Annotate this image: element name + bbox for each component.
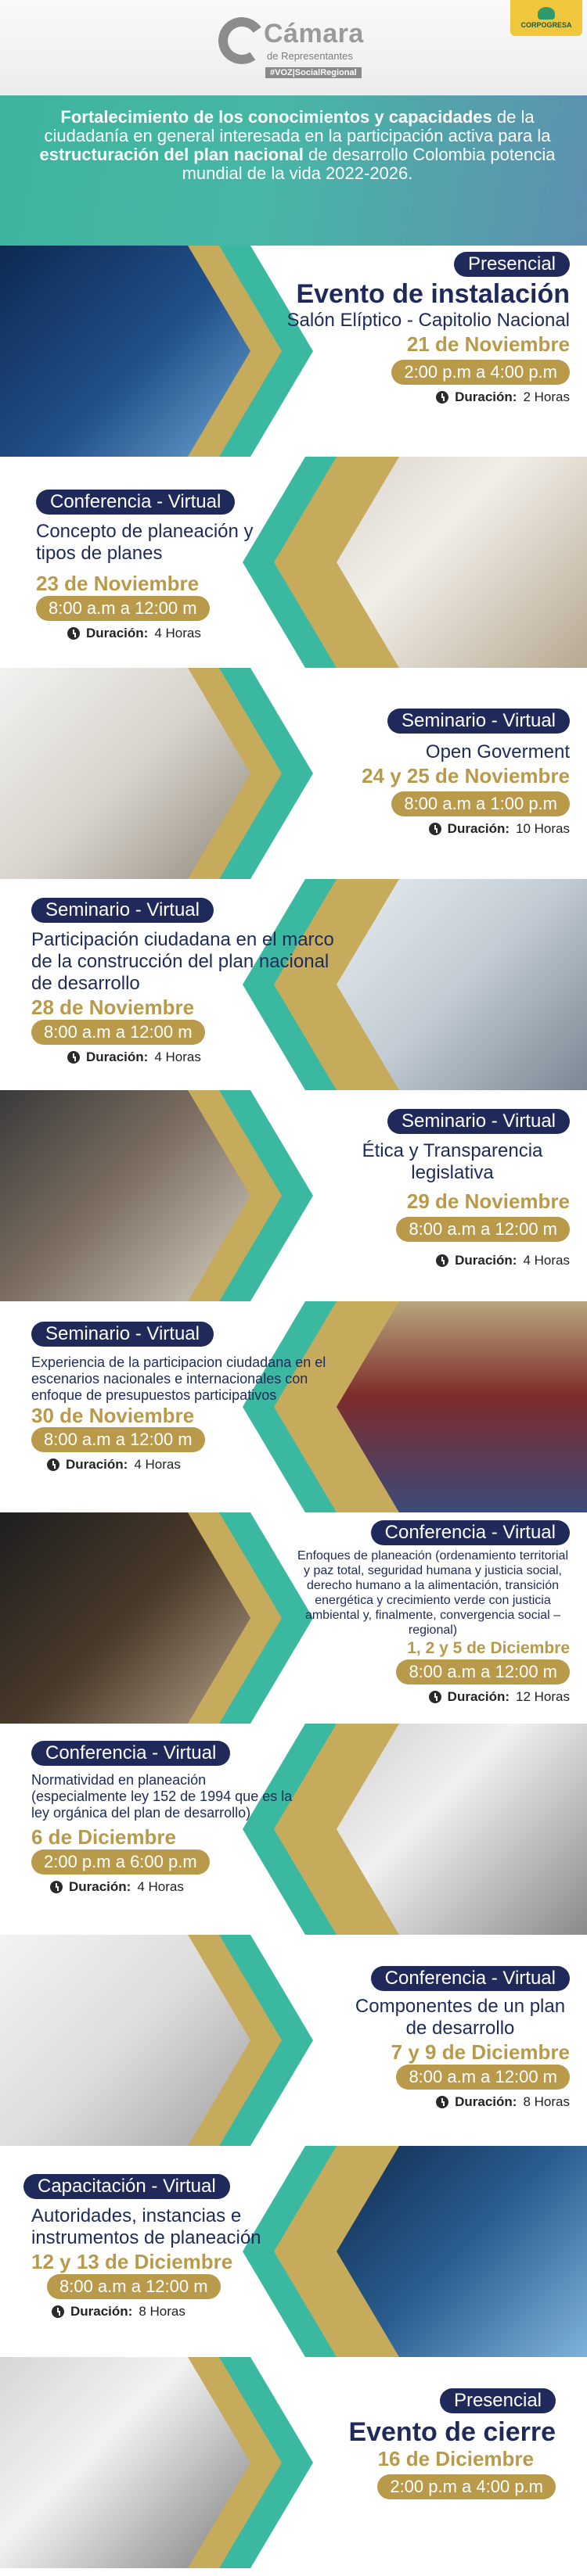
event-modality-badge: Presencial xyxy=(440,2388,556,2413)
event-date: 6 de Diciembre xyxy=(31,1825,176,1849)
event-info xyxy=(31,898,352,1065)
event-description: Enfoques de planeación (ordenamiento territorial y paz total, seguridad humana y justicia social, derecho humano a la alimentación, transición energética y crecimiento verde con justicia ambiental y, finalmente, convergencia social – regional) xyxy=(297,1549,568,1637)
sponsor-icon xyxy=(538,7,555,20)
duration-label: Duración: xyxy=(70,2304,133,2319)
event-date: 29 de Noviembre xyxy=(406,1189,570,1213)
event-info xyxy=(31,1322,344,1473)
banner-title xyxy=(23,108,571,183)
event-date: 7 y 9 de Diciembre xyxy=(391,2040,570,2064)
event-modality-badge: Presencial xyxy=(454,252,570,277)
duration-value: 8 Horas xyxy=(523,2094,570,2109)
clock-icon xyxy=(67,627,80,640)
event-open-government xyxy=(0,668,587,879)
clock-icon xyxy=(436,391,448,404)
brand-subtitle: de Representantes xyxy=(267,50,353,62)
event-ethics-transparency xyxy=(0,1090,587,1301)
event-closing xyxy=(0,2357,587,2568)
duration-label: Duración: xyxy=(447,821,510,836)
event-date: 23 de Noviembre xyxy=(36,572,200,595)
event-time: 8:00 a.m a 12:00 m xyxy=(31,1020,205,1045)
event-date: 16 de Diciembre xyxy=(377,2447,534,2470)
event-description: Normatividad en planeación (especialmente ley 152 de 1994 que es la ley orgánica del plan de desarrollo) xyxy=(31,1772,293,1821)
banner-title-text-1: de la ciudadanía en general interesada en la participación activa para la xyxy=(44,107,551,145)
event-info xyxy=(36,490,302,641)
clock-icon xyxy=(429,1691,441,1703)
event-place: Salón Elíptico - Capitolio Nacional xyxy=(286,310,570,331)
duration-label: Duración: xyxy=(447,1689,510,1704)
event-modality-badge: Seminario - Virtual xyxy=(387,1109,570,1134)
duration-value: 12 Horas xyxy=(516,1689,570,1704)
clock-icon xyxy=(47,1458,59,1471)
clock-icon xyxy=(436,2096,448,2108)
clock-icon xyxy=(50,1881,63,1893)
event-time: 8:00 a.m a 1:00 p.m xyxy=(391,791,570,816)
banner-title-bold-1: Fortalecimiento de los conocimientos y capacidades xyxy=(60,107,492,127)
event-date: 12 y 13 de Diciembre xyxy=(31,2250,233,2273)
event-info xyxy=(272,1520,570,1705)
event-info xyxy=(23,2174,337,2319)
event-duration xyxy=(429,821,570,837)
event-modality-badge: Conferencia - Virtual xyxy=(31,1741,230,1766)
event-planning-regulations xyxy=(0,1724,587,1935)
event-duration xyxy=(436,2094,570,2110)
camara-logo xyxy=(218,16,369,81)
event-description: Concepto de planeación y tipos de planes xyxy=(36,521,254,564)
event-time: 2:00 p.m a 4:00 p.m xyxy=(377,2474,556,2499)
event-time: 2:00 p.m a 4:00 p.m xyxy=(391,360,570,385)
event-description: Participación ciudadana en el marco de la construcción del plan nacional de desarrollo xyxy=(31,929,334,994)
duration-value: 10 Horas xyxy=(516,821,570,836)
event-modality-badge: Conferencia - Virtual xyxy=(371,1520,570,1545)
event-duration xyxy=(47,1457,181,1473)
duration-label: Duración: xyxy=(455,389,517,404)
sponsor-name: CORPOGRESA xyxy=(520,21,572,29)
event-duration xyxy=(436,1253,570,1268)
banner-title-bold-2: estructuración del plan nacional xyxy=(39,145,304,164)
event-duration xyxy=(429,1689,570,1705)
event-info xyxy=(257,709,570,837)
event-modality-badge: Conferencia - Virtual xyxy=(371,1966,570,1991)
event-title: Evento de instalación xyxy=(296,279,570,309)
sponsor-logo xyxy=(510,0,582,36)
clock-icon xyxy=(67,1051,80,1064)
event-duration xyxy=(436,389,570,405)
page-header xyxy=(0,0,587,95)
event-modality-badge: Seminario - Virtual xyxy=(31,1322,214,1347)
duration-value: 4 Horas xyxy=(523,1253,570,1268)
event-description: Autoridades, instancias e instrumentos de planeación xyxy=(31,2205,261,2248)
event-planning-authorities xyxy=(0,2146,587,2357)
duration-label: Duración: xyxy=(455,1253,517,1268)
event-time: 8:00 a.m a 12:00 m xyxy=(31,1427,205,1452)
event-date: 28 de Noviembre xyxy=(31,996,195,1019)
event-installation xyxy=(0,246,587,457)
event-date: 21 de Noviembre xyxy=(406,332,570,356)
title-banner xyxy=(0,95,587,246)
event-modality-badge: Seminario - Virtual xyxy=(387,709,570,734)
clock-icon xyxy=(429,823,441,835)
banner-title-text-2: de desarrollo Colombia potencia mundial de la vida 2022-2026. xyxy=(182,145,556,183)
clock-icon xyxy=(52,2305,64,2318)
event-info xyxy=(257,1109,570,1268)
duration-label: Duración: xyxy=(69,1879,131,1894)
event-plan-components xyxy=(0,1935,587,2146)
duration-value: 4 Horas xyxy=(137,1879,184,1894)
event-time: 8:00 a.m a 12:00 m xyxy=(396,1217,570,1242)
brand-tagline: #VOZ|SocialRegional xyxy=(265,67,362,78)
event-modality-badge: Capacitación - Virtual xyxy=(23,2174,230,2199)
duration-value: 8 Horas xyxy=(139,2304,185,2319)
event-time: 8:00 a.m a 12:00 m xyxy=(47,2274,221,2299)
brand-title: Cámara xyxy=(264,19,364,48)
duration-value: 4 Horas xyxy=(154,626,201,640)
event-date: 24 y 25 de Noviembre xyxy=(362,764,570,788)
duration-label: Duración: xyxy=(455,2094,517,2109)
duration-label: Duración: xyxy=(86,1049,149,1064)
event-description: Componentes de un plan de desarrollo xyxy=(355,1996,566,2039)
event-duration xyxy=(67,626,201,641)
event-time: 8:00 a.m a 12:00 m xyxy=(396,1659,570,1684)
event-planning-concept xyxy=(0,457,587,668)
event-info xyxy=(241,252,570,405)
event-info xyxy=(257,1966,570,2110)
event-duration xyxy=(50,1879,184,1895)
event-time: 8:00 a.m a 12:00 m xyxy=(36,596,210,621)
event-description: Open Goverment xyxy=(425,741,570,762)
duration-label: Duración: xyxy=(86,626,149,640)
event-citizen-participation xyxy=(0,879,587,1090)
event-planning-approaches xyxy=(0,1512,587,1724)
camara-c-icon xyxy=(214,13,269,68)
event-date: 30 de Noviembre xyxy=(31,1404,195,1427)
duration-value: 4 Horas xyxy=(154,1049,201,1064)
event-info xyxy=(31,1741,344,1895)
event-modality-badge: Seminario - Virtual xyxy=(31,898,214,923)
duration-label: Duración: xyxy=(66,1457,128,1472)
duration-value: 4 Horas xyxy=(134,1457,181,1472)
event-duration xyxy=(52,2304,185,2319)
event-info xyxy=(274,2388,556,2499)
clock-icon xyxy=(436,1254,448,1267)
event-duration xyxy=(67,1049,201,1065)
event-time: 2:00 p.m a 6:00 p.m xyxy=(31,1849,210,1875)
event-title: Evento de cierre xyxy=(348,2417,556,2447)
event-description: Ética y Transparencia legislativa xyxy=(362,1140,543,1183)
event-modality-badge: Conferencia - Virtual xyxy=(36,490,235,515)
event-date: 1, 2 y 5 de Diciembre xyxy=(407,1639,570,1657)
duration-value: 2 Horas xyxy=(523,389,570,404)
event-time: 8:00 a.m a 12:00 m xyxy=(396,2065,570,2090)
event-participation-experience xyxy=(0,1301,587,1512)
event-description: Experiencia de la participacion ciudadana en el escenarios nacionales e internacionales con enfoque de presupuestos participativos xyxy=(31,1354,326,1403)
